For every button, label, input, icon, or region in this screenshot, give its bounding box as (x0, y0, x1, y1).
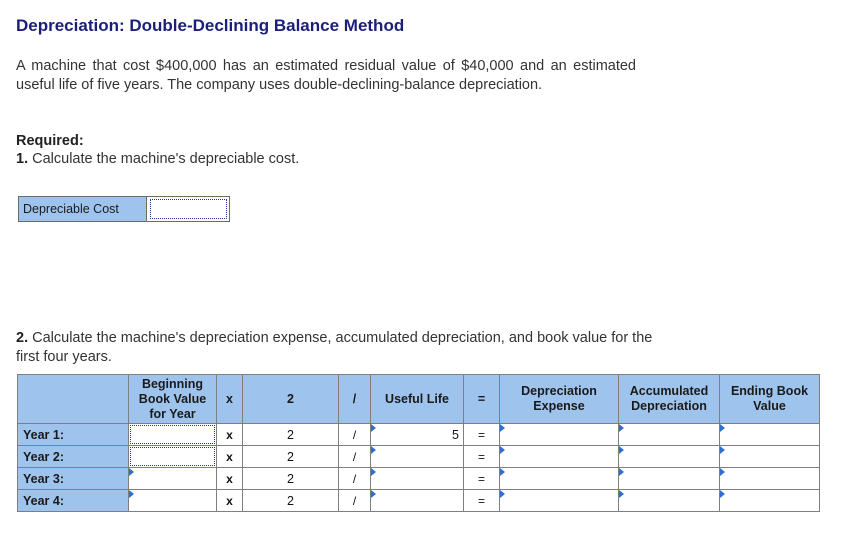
depreciable-cost-label: Depreciable Cost (19, 197, 147, 221)
input-marker-icon (720, 490, 725, 498)
equals-symbol: = (464, 490, 500, 512)
times-symbol: x (217, 446, 243, 468)
factor-value: 2 (243, 468, 339, 490)
input-marker-icon (500, 468, 505, 476)
question-1 (16, 151, 299, 167)
question-1-text: Calculate the machine's depreciable cost. (32, 151, 300, 167)
depreciable-cost-row (18, 196, 230, 222)
input-marker-icon (371, 424, 376, 432)
table-header-row (18, 375, 820, 424)
input-marker-icon (720, 446, 725, 454)
header-equals: = (464, 375, 500, 424)
input-marker-icon (371, 468, 376, 476)
ending-book-value-input-year-1[interactable] (720, 424, 820, 446)
divide-symbol: / (339, 490, 371, 512)
ending-book-value-input-year-4[interactable] (720, 490, 820, 512)
factor-value: 2 (243, 424, 339, 446)
equals-symbol: = (464, 446, 500, 468)
input-marker-icon (619, 446, 624, 454)
divide-symbol: / (339, 446, 371, 468)
factor-value: 2 (243, 490, 339, 512)
times-symbol: x (217, 468, 243, 490)
header-divide: / (339, 375, 371, 424)
depreciation-expense-input-year-4[interactable] (500, 490, 619, 512)
accumulated-depreciation-input-year-4[interactable] (619, 490, 720, 512)
divide-symbol: / (339, 468, 371, 490)
input-marker-icon (720, 468, 725, 476)
input-marker-icon (129, 490, 134, 498)
question-2 (16, 329, 656, 367)
input-marker-icon (500, 446, 505, 454)
question-1-number: 1. (16, 151, 29, 167)
header-times: x (217, 375, 243, 424)
row-label: Year 4: (18, 490, 129, 512)
row-label: Year 2: (18, 446, 129, 468)
ddb-schedule-table (17, 374, 820, 512)
useful-life-value: 5 (452, 427, 459, 442)
beginning-book-value-input-year-3[interactable] (129, 468, 217, 490)
beginning-book-value-input-year-2[interactable] (129, 446, 217, 468)
factor-value: 2 (243, 446, 339, 468)
beginning-book-value-input-year-4[interactable] (129, 490, 217, 512)
input-marker-icon (720, 424, 725, 432)
header-depreciation-expense: Depreciation Expense (500, 375, 619, 424)
table-row-year-2 (18, 446, 820, 468)
input-marker-icon (619, 468, 624, 476)
input-marker-icon (371, 490, 376, 498)
question-2-text: Calculate the machine's depreciation expense, accumulated depreciation, and book value for the first four years. (16, 330, 653, 365)
useful-life-input-year-2[interactable] (371, 446, 464, 468)
header-ending-book-value: Ending Book Value (720, 375, 820, 424)
input-marker-icon (129, 468, 134, 476)
depreciation-expense-input-year-1[interactable] (500, 424, 619, 446)
divide-symbol: / (339, 424, 371, 446)
depreciation-expense-input-year-2[interactable] (500, 446, 619, 468)
question-2-number: 2. (16, 330, 29, 346)
input-marker-icon (619, 490, 624, 498)
row-label: Year 1: (18, 424, 129, 446)
useful-life-input-year-3[interactable] (371, 468, 464, 490)
required-label: Required: (16, 133, 84, 149)
input-marker-icon (619, 424, 624, 432)
accumulated-depreciation-input-year-2[interactable] (619, 446, 720, 468)
table-row-year-1 (18, 424, 820, 446)
page-title: Depreciation: Double-Declining Balance Method (16, 16, 405, 35)
ending-book-value-input-year-3[interactable] (720, 468, 820, 490)
header-two: 2 (243, 375, 339, 424)
times-symbol: x (217, 490, 243, 512)
table-row-year-3 (18, 468, 820, 490)
input-marker-icon (500, 424, 505, 432)
depreciable-cost-input[interactable] (150, 199, 227, 219)
table-row-year-4 (18, 490, 820, 512)
equals-symbol: = (464, 424, 500, 446)
row-label: Year 3: (18, 468, 129, 490)
header-accumulated-depreciation: Accumulated Depreciation (619, 375, 720, 424)
depreciation-expense-input-year-3[interactable] (500, 468, 619, 490)
ending-book-value-input-year-2[interactable] (720, 446, 820, 468)
input-marker-icon (500, 490, 505, 498)
useful-life-input-year-4[interactable] (371, 490, 464, 512)
useful-life-input-year-1[interactable] (371, 424, 464, 446)
problem-description: A machine that cost $400,000 has an estimated residual value of $40,000 and an estimated useful life of five years. The company uses double-declining-balance depreciation. (16, 58, 636, 93)
header-useful-life: Useful Life (371, 375, 464, 424)
accumulated-depreciation-input-year-1[interactable] (619, 424, 720, 446)
header-blank (18, 375, 129, 424)
header-beginning-book-value: Beginning Book Value for Year (129, 375, 217, 424)
beginning-book-value-input-year-1[interactable] (129, 424, 217, 446)
equals-symbol: = (464, 468, 500, 490)
times-symbol: x (217, 424, 243, 446)
input-marker-icon (371, 446, 376, 454)
accumulated-depreciation-input-year-3[interactable] (619, 468, 720, 490)
